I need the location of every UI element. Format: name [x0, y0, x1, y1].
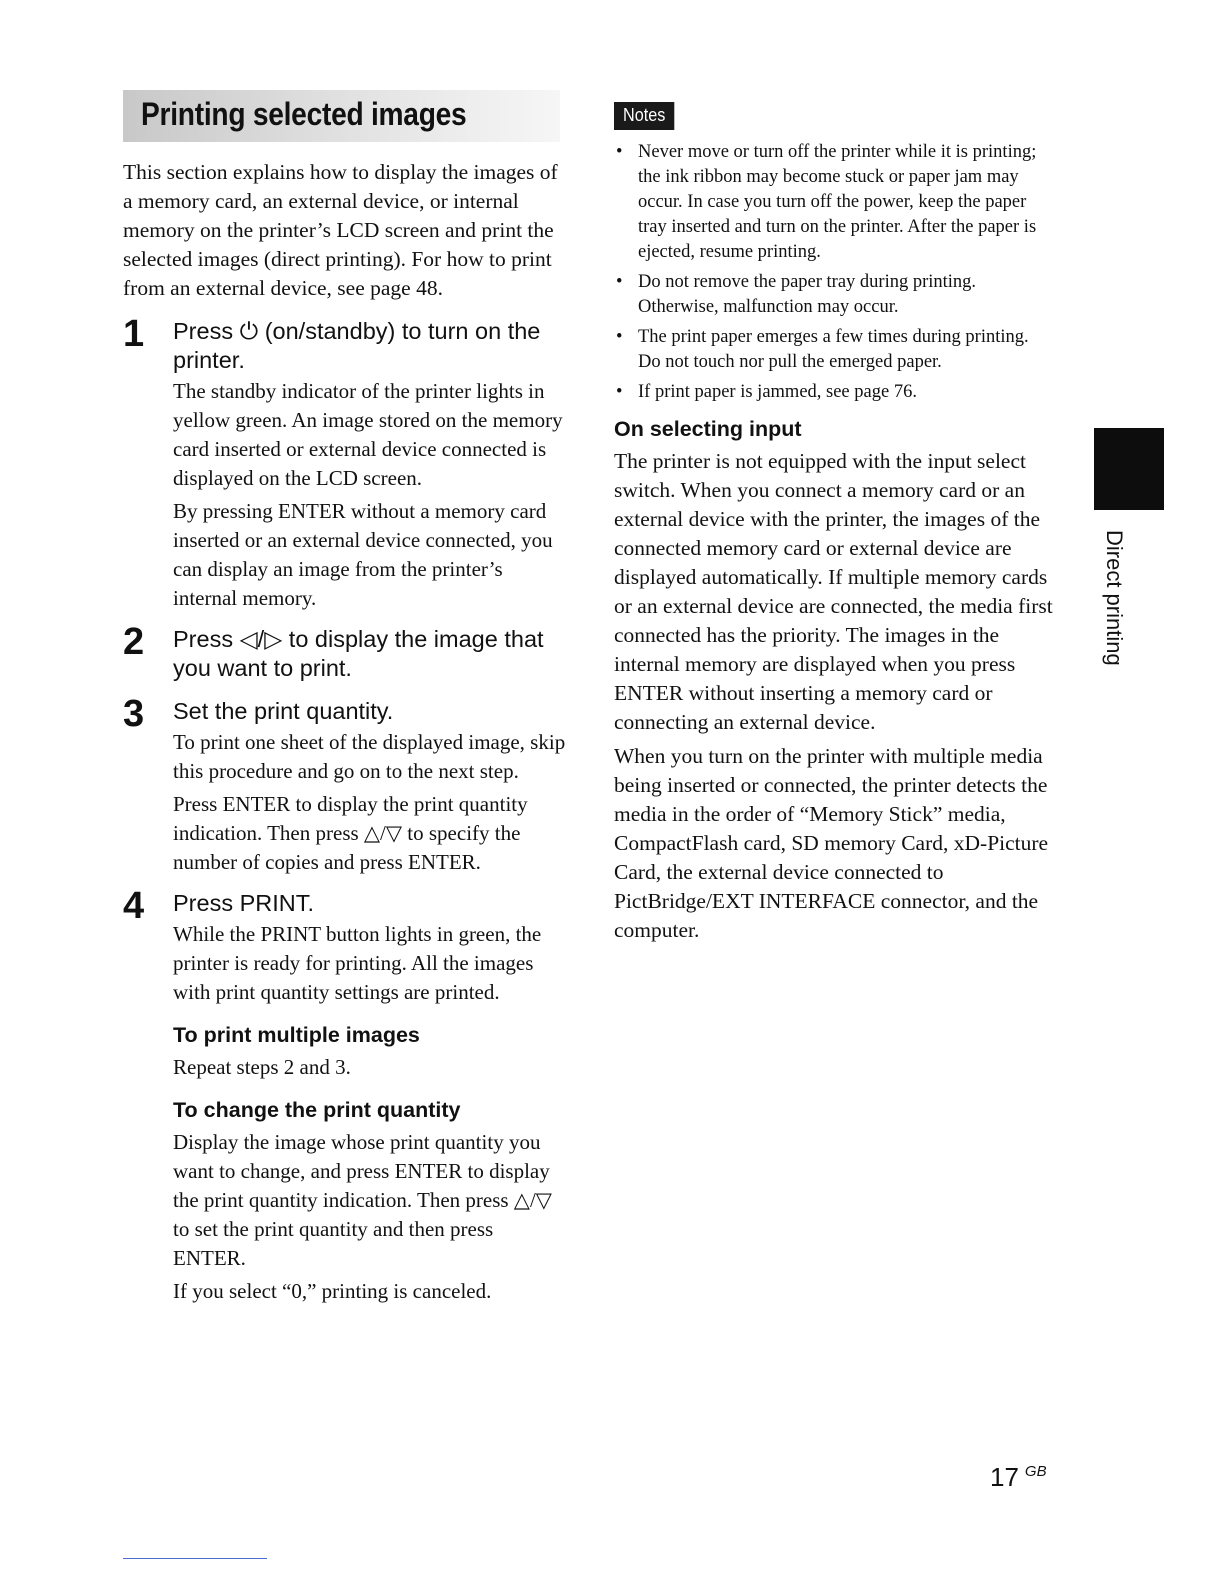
step-number: 2	[123, 621, 145, 663]
step-paragraph: While the PRINT button lights in green, the printer is ready for printing. All the images with print quantity settings are printed.	[173, 922, 542, 1004]
section-side-label: Direct printing	[1102, 530, 1127, 666]
bullet-icon: •	[616, 272, 623, 292]
note-text: Never move or turn off the printer while it is printing; the ink ribbon may become stuck or paper jam may occur. In case you turn off the power, keep the paper tray inserted and turn on the printer. After the paper is ejected, resume printing.	[638, 142, 1037, 262]
subsection-heading: To print multiple images	[173, 1023, 420, 1047]
subsection-paragraph: If you select “0,” printing is canceled.	[173, 1279, 492, 1303]
notes-list	[614, 140, 1054, 405]
step-paragraph: The standby indicator of the printer lights in yellow green. An image stored on the memory card inserted or external device connected is displayed on the LCD screen.	[173, 379, 563, 490]
note-item	[614, 380, 1054, 405]
step-2	[123, 621, 568, 683]
step-title: Press ◁/▷ to display the image that you want to print.	[173, 626, 544, 681]
step-number: 3	[123, 693, 145, 735]
note-item	[614, 140, 1054, 265]
note-text: The print paper emerges a few times during printing. Do not touch nor pull the emerged paper.	[638, 327, 1029, 372]
step-title: Press ⏻ (on/standby) to turn on the printer.	[173, 318, 541, 373]
page-number-value: 17	[990, 1462, 1019, 1492]
title-banner	[123, 90, 560, 142]
page-number	[990, 1462, 1047, 1493]
subsection-paragraph: Repeat steps 2 and 3.	[173, 1055, 351, 1079]
step-3	[123, 693, 568, 877]
step-1	[123, 313, 568, 613]
note-item	[614, 270, 1054, 320]
note-text: If print paper is jammed, see page 76.	[638, 382, 917, 402]
step-paragraph: Press ENTER to display the print quantity indication. Then press △/▽ to specify the number of copies and press ENTER.	[173, 792, 528, 874]
section-tab-marker	[1094, 428, 1164, 510]
step-title: Press PRINT.	[173, 890, 315, 916]
bullet-icon: •	[616, 382, 623, 402]
input-paragraph: The printer is not equipped with the input select switch. When you connect a memory card or an external device with the printer, the images of the connected memory card or external device are displayed automatically. If multiple memory cards or an external device are connected, the media first connected has the priority. The images in the internal memory are displayed when you press ENTER without inserting a memory card or connecting an external device.	[614, 449, 1053, 734]
bullet-icon: •	[616, 142, 623, 162]
note-item	[614, 325, 1054, 375]
step-number: 1	[123, 313, 145, 355]
intro-paragraph: This section explains how to display the images of a memory card, an external device, or internal memory on the printer’s LCD screen and print the selected images (direct printing). For how to print from an external device, see page 48.	[123, 160, 558, 300]
input-paragraph: When you turn on the printer with multiple media being inserted or connected, the printer detects the media in the order of “Memory Stick” media, CompactFlash card, SD memory Card, xD-Picture Card, the external device connected to PictBridge/EXT INTERFACE connector, and the computer.	[614, 744, 1049, 942]
left-column	[123, 158, 568, 1310]
step-paragraph: By pressing ENTER without a memory card inserted or an external device connected, you can display an image from the printer’s internal memory.	[173, 499, 553, 610]
step-paragraph: To print one sheet of the displayed image, skip this procedure and go on to the next step.	[173, 730, 566, 783]
step-4	[123, 885, 568, 1306]
subsection-heading: To change the print quantity	[173, 1098, 461, 1122]
bullet-icon: •	[616, 327, 623, 347]
note-text: Do not remove the paper tray during printing. Otherwise, malfunction may occur.	[638, 272, 977, 317]
notes-badge: Notes	[614, 102, 674, 130]
page-number-suffix: GB	[1024, 1463, 1047, 1480]
subsection-paragraph: Display the image whose print quantity you want to change, and press ENTER to display the print quantity indication. Then press △/▽ to set the print quantity and then press ENTER.	[173, 1130, 552, 1270]
footer-rule	[123, 1558, 267, 1559]
step-number: 4	[123, 885, 145, 927]
on-selecting-input-heading: On selecting input	[614, 417, 802, 441]
right-column	[614, 102, 1054, 950]
page-title: Printing selected images	[141, 96, 467, 132]
step-title: Set the print quantity.	[173, 698, 394, 724]
